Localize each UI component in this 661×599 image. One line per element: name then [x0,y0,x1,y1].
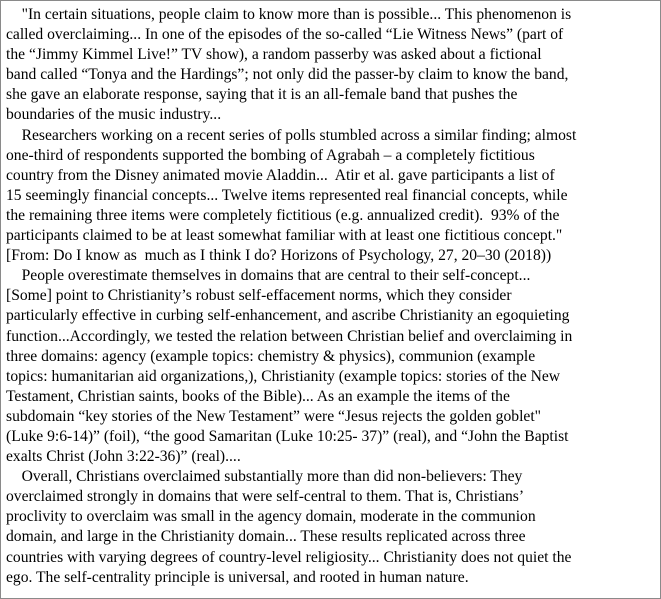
text-line: band called “Tonya and the Hardings”; not only did the passer-by claim to know the band, [6,66,569,84]
text-line: particularly effective in curbing self-enhancement, and ascribe Christianity an egoquieting [6,307,570,325]
text-line: domain, and large in the Christianity domain... These results replicated across three [6,528,526,546]
text-line: "In certain situations, people claim to know more than is possible... This phenomenon is [6,6,572,23]
text-line: exalts Christ (John 3:22-36)” (real).... [6,448,241,466]
text-line: overclaimed strongly in domains that were self-central to them. That is, Christians’ [6,488,525,506]
text-line: she gave an elaborate response, saying that it is an all-female band that pushes the [6,86,518,104]
citation-line: [From: Do I know as much as I think I do? Horizons of Psychology, 27, 20–30 (2018)) [6,247,552,265]
text-line: Researchers working on a recent series of polls stumbled across a similar finding; almost [6,126,577,144]
text-line: three domains: agency (example topics: chemistry & physics), communion (example [6,347,536,365]
text-line: proclivity to overclaim was small in the agency domain, moderate in the communion [6,508,536,526]
text-line: country from the Disney animated movie Aladdin... Atir et al. gave participants a list of [6,166,555,184]
text-line: the “Jimmy Kimmel Live!” TV show), a random passerby was asked about a fictional [6,46,542,64]
quoted-text-block [6,5,661,588]
text-line: ego. The self-centrality principle is universal, and rooted in human nature. [6,568,469,586]
text-line: subdomain “key stories of the New Testament” were “Jesus rejects the golden goblet" [6,407,542,425]
text-line: People overestimate themselves in domains that are central to their self-concept... [6,267,531,285]
text-line: called overclaiming... In one of the episodes of the so-called “Lie Witness News” (part of [6,26,564,44]
text-line: boundaries of the music industry... [6,106,222,124]
text-line: topics: humanitarian aid organizations,), Christianity (example topics: stories of the New [6,367,561,385]
text-line: Overall, Christians overclaimed substantially more than did non-believers: They [6,468,523,486]
text-line: participants claimed to be at least somewhat familiar with at least one fictitious concept." [6,227,563,245]
text-line: one-third of respondents supported the bombing of Agrabah – a completely fictitious [6,146,535,164]
text-line: the remaining three items were completely fictitious (e.g. annualized credit). 93% of the [6,206,560,224]
text-line: 15 seemingly financial concepts... Twelve items represented real financial concepts, while [6,186,568,204]
text-line: countries with varying degrees of country-level religiosity... Christianity does not quiet the [6,548,572,566]
text-line: (Luke 9:6-14)” (foil), “the good Samaritan (Luke 10:25- 37)” (real), and “John the Baptist [6,427,569,445]
text-line: Testament, Christian saints, books of the Bible)... As an example the items of the [6,387,510,405]
text-line: function...Accordingly, we tested the relation between Christian belief and overclaiming in [6,327,573,345]
text-line: [Some] point to Christianity’s robust self-effacement norms, which they consider [6,287,512,305]
